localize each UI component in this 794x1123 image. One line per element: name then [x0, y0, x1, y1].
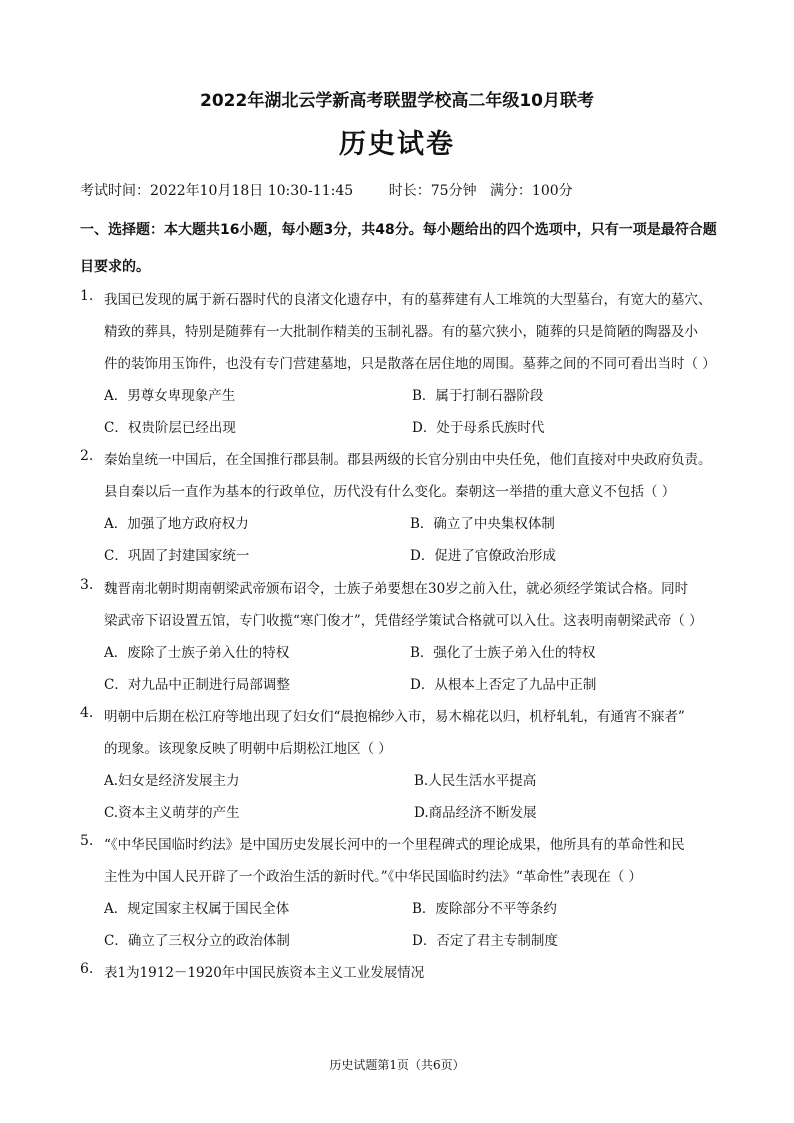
exam-score: 满分：100分 [489, 183, 573, 199]
question-4-option-c: C.资本主义萌芽的产生 [104, 805, 240, 821]
question-2-number: 2. [80, 448, 94, 464]
exam-info [80, 180, 573, 200]
question-4-number: 4. [80, 705, 94, 721]
question-3-option-b: B．强化了士族子弟入仕的特权 [410, 645, 596, 661]
exam-duration: 时长：75分钟 [388, 183, 477, 199]
question-1-option-d: D．处于母系氏族时代 [412, 420, 545, 436]
question-1-option-a: A．男尊女卑现象产生 [104, 388, 236, 404]
question-4-option-d: D.商品经济不断发展 [414, 805, 537, 821]
question-1-line: 精致的葬具，特别是随葬有一大批制作精美的玉制礼器。有的墓穴狭小，随葬的只是简陋的陶器及小 [104, 324, 698, 340]
question-2-option-d: D．促进了官僚政治形成 [410, 548, 556, 564]
question-6-number: 6. [80, 961, 94, 977]
question-5-line: 主性为中国人民开辟了一个政治生活的新时代。”《中华民国临时约法》“革命性”表现在（ ） [104, 869, 642, 885]
exam-title: 2022年湖北云学新高考联盟学校高二年级10月联考 [200, 91, 594, 111]
question-2-line: 县自秦以后一直作为基本的行政单位，历代没有什么变化。秦朝这一举措的重大意义不包括（ ） [104, 484, 676, 500]
question-5-number: 5. [80, 833, 94, 849]
question-5-option-c: C．确立了三权分立的政治体制 [104, 933, 290, 949]
question-2-option-a: A．加强了地方政府权力 [104, 516, 249, 532]
question-3-number: 3. [80, 577, 94, 593]
question-3-line: 魏晋南北朝时期南朝梁武帝颁布诏令，士族子弟要想在30岁之前入仕，就必须经学策试合格。同时 [104, 581, 689, 597]
question-3-line: 梁武帝下诏设置五馆，专门收揽“寒门俊才”，凭借经学策试合格就可以入仕。这表明南朝梁武帝（ ） [104, 613, 703, 629]
question-3-option-d: D．从根本上否定了九品中正制 [410, 677, 597, 693]
question-4-option-b: B.人民生活水平提高 [414, 773, 537, 789]
question-5-option-b: B．废除部分不平等条约 [412, 901, 557, 917]
question-1-option-c: C．权贵阶层已经出现 [104, 420, 236, 436]
question-5-option-a: A．规定国家主权属于国民全体 [104, 901, 290, 917]
question-4-line: 明朝中后期在松江府等地出现了妇女们“晨抱棉纱入市，易木棉花以归，机杼轧轧，有通宵不寐者” [104, 709, 685, 725]
question-3-option-a: A．废除了士族子弟入仕的特权 [104, 645, 290, 661]
question-1-number: 1. [80, 288, 94, 304]
question-5-line: “《中华民国临时约法》是中国历史发展长河中的一个里程碑式的理论成果，他所具有的革命性和民 [104, 837, 685, 853]
section-heading-line2: 目要求的。 [80, 259, 150, 275]
subject-title: 历史试卷 [339, 129, 455, 160]
question-1-line: 件的装饰用玉饰件，也没有专门营建墓地，只是散落在居住地的周围。墓葬之间的不同可看出当时（ ） [104, 356, 716, 372]
question-5-option-d: D．否定了君主专制制度 [412, 933, 558, 949]
question-1-option-b: B．属于打制石器阶段 [412, 388, 544, 404]
question-2-line: 秦始皇统一中国后，在全国推行郡县制。郡县两级的长官分别由中央任免，他们直接对中央政府负责。 [104, 452, 712, 468]
question-2-option-b: B．确立了中央集权体制 [410, 516, 555, 532]
section-heading-line1: 一、选择题：本大题共16小题，每小题3分，共48分。每小题给出的四个选项中，只有一项是最符合题 [80, 222, 717, 238]
question-1-line: 我国已发现的属于新石器时代的良渚文化遗存中，有的墓葬建有人工堆筑的大型墓台，有宽大的墓穴、 [104, 292, 712, 308]
exam-time: 考试时间：2022年10月18日 10:30-11:45 [80, 183, 354, 199]
question-4-option-a: A.妇女是经济发展主力 [104, 773, 240, 789]
question-6-line: 表1为1912－1920年中国民族资本主义工业发展情况 [104, 965, 425, 981]
page-footer: 历史试题第1页（共6页） [329, 1058, 465, 1072]
question-2-option-c: C．巩固了封建国家统一 [104, 548, 250, 564]
question-4-line: 的现象。该现象反映了明朝中后期松江地区（ ） [104, 741, 392, 757]
question-3-option-c: C．对九品中正制进行局部调整 [104, 677, 290, 693]
